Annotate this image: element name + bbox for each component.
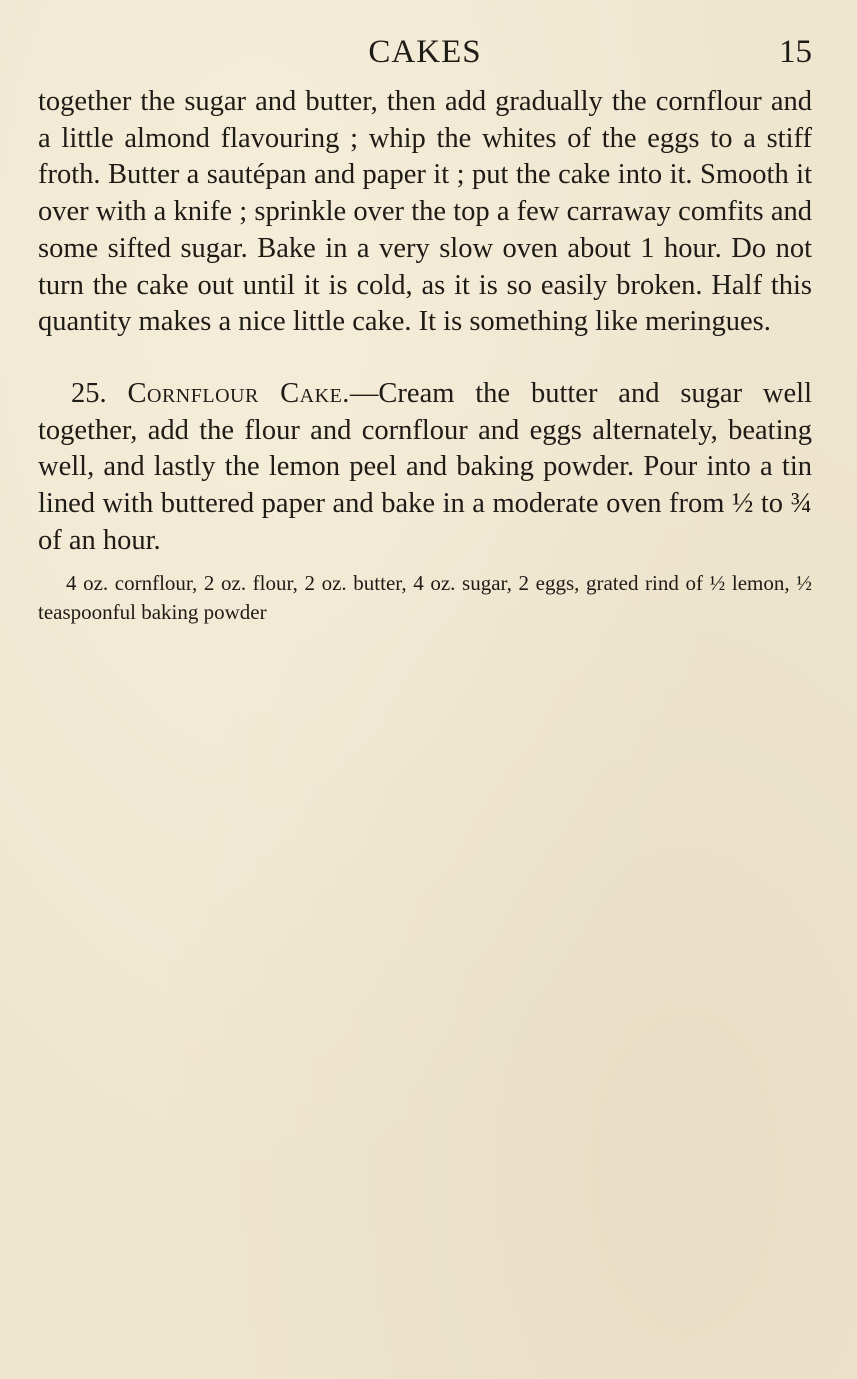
recipe-paragraph xyxy=(38,376,812,560)
running-head xyxy=(38,30,812,74)
running-title: CAKES xyxy=(368,34,482,70)
ingredients-list: 4 oz. cornflour, 2 oz. flour, 2 oz. butter, 4 oz. sugar, 2 eggs, grated rind of ½ lemon, ½ teaspoonful baking powder xyxy=(38,571,812,625)
recipe-number: 25. xyxy=(71,377,107,409)
body-text xyxy=(38,84,812,627)
recipe-title: Cornflour Cake. xyxy=(127,377,350,409)
continuation-paragraph: together the sugar and butter, then add gradually the cornflour and a little almond flavouring ; whip the whites of the eggs to a stiff froth. Butter a sautépan and paper it ; put the cake into it. Smooth it over with a knife ; sprinkle over the top a few carraway comfits and some sifted sugar. Bake in a very slow oven about 1 hour. Do not turn the cake out until it is cold, as it is so easily broken. Half this quantity makes a nice little cake. It is something like meringues. xyxy=(38,86,812,338)
page-number: 15 xyxy=(779,34,812,70)
recipe-body: —Cream the butter and sugar well together, add the flour and cornflour and eggs alternately, beating well, and lastly the lemon peel and baking powder. Pour into a tin lined with buttered paper and bake in a moderate oven from ½ to ¾ of an hour. xyxy=(38,377,812,556)
